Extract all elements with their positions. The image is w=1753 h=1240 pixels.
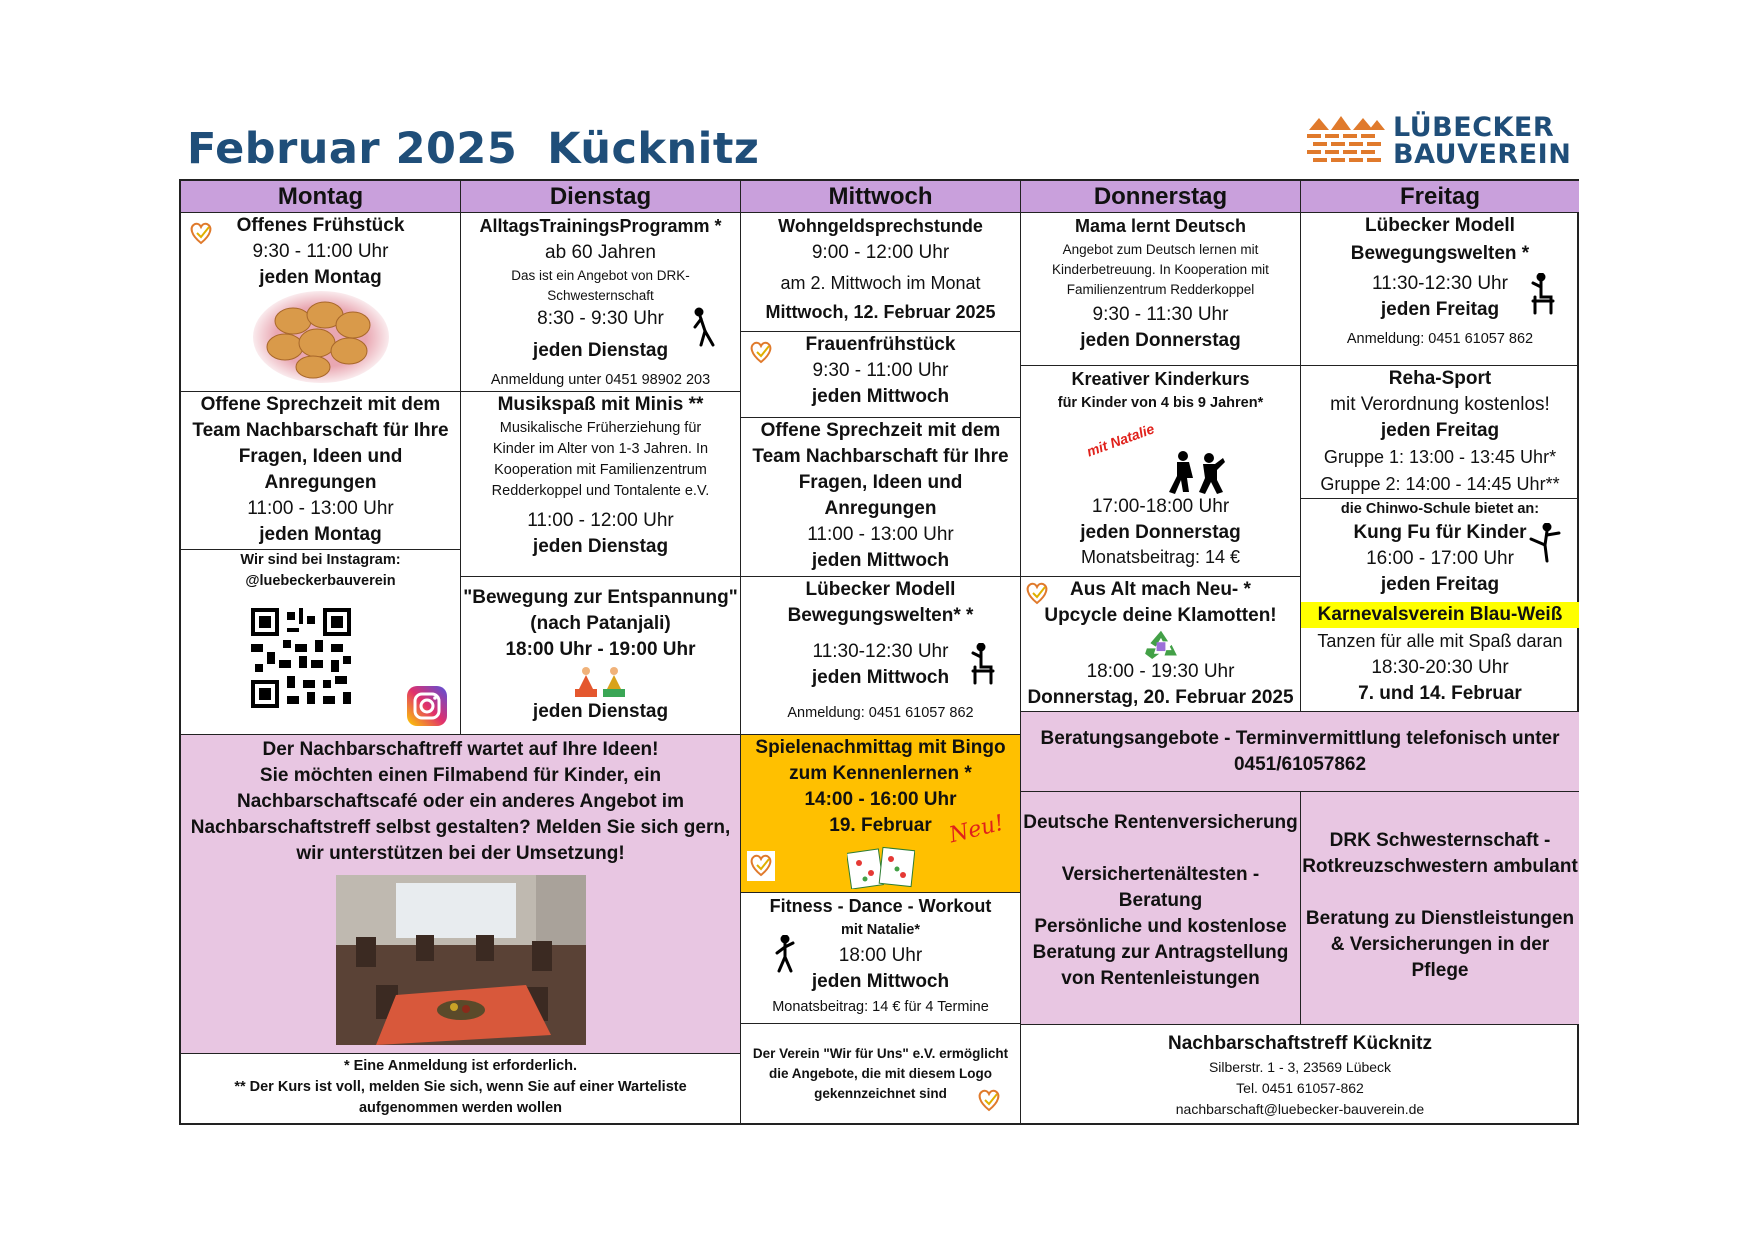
drk-line1: DRK Schwesternschaft -	[1329, 830, 1551, 851]
treff-contact	[1021, 1025, 1579, 1125]
bewegungswelten-time: 11:30-12:30 Uhr	[1372, 273, 1508, 294]
bewegung-freq: jeden Dienstag	[532, 701, 669, 722]
bingo-title1: Spielenachmittag mit Bingo	[755, 737, 1006, 758]
mittwoch-verein	[741, 1024, 1021, 1125]
rente-line4: Persönliche und kostenlose	[1034, 916, 1287, 937]
bewegungswelten-title1: Lübecker Modell	[1365, 215, 1515, 236]
drk-line2: Rotkreuzschwestern ambulant	[1302, 856, 1578, 877]
stretching-figure-icon	[693, 307, 717, 349]
footnote-line2: ** Der Kurs ist voll, melden Sie sich, wenn Sie auf einer Warteliste	[234, 1079, 687, 1095]
reha-group2: Gruppe 2: 14:00 - 14:45 Uhr**	[1320, 474, 1560, 494]
freitag-bewegungswelten	[1301, 213, 1579, 366]
sprechzeit-line4: Anregungen	[264, 472, 377, 493]
sprechzeit-line2: Team Nachbarschaft für Ihre	[192, 420, 449, 441]
treff-title: Nachbarschaftstreff Kücknitz	[1168, 1033, 1432, 1054]
upcycle-date: Donnerstag, 20. Februar 2025	[1027, 687, 1294, 708]
footnote-line1: * Eine Anmeldung ist erforderlich.	[343, 1058, 578, 1074]
mittwoch-wohngeld	[741, 213, 1021, 332]
bewegungswelten-reg: Anmeldung: 0451 61057 862	[787, 705, 974, 721]
qr-code-icon[interactable]	[251, 608, 351, 708]
month-title: Februar 2025	[187, 124, 518, 174]
header-mittwoch: Mittwoch	[741, 181, 1021, 213]
ideas-line1: Der Nachbarschaftreff wartet auf Ihre Ideen!	[262, 739, 659, 760]
upcycle-time: 18:00 - 19:30 Uhr	[1086, 661, 1235, 682]
ideas-line4: Nachbarschaftstreff selbst gestalten? Melden Sie sich gern,	[190, 817, 731, 838]
mittwoch-frauen	[741, 332, 1021, 418]
wir-fuer-uns-logo-icon	[1023, 579, 1051, 609]
ideas-box	[181, 735, 741, 1054]
header-donnerstag: Donnerstag	[1021, 181, 1301, 213]
yoga-figures-icon	[573, 663, 629, 699]
atp-title: AlltagsTrainingsProgramm *	[479, 216, 722, 236]
community-room-photo	[336, 875, 586, 1045]
verein-line3: gekennzeichnet sind	[814, 1086, 947, 1101]
kungfu-intro: die Chinwo-Schule bietet an:	[1340, 501, 1540, 517]
musik-freq: jeden Dienstag	[532, 536, 669, 557]
header-dienstag: Dienstag	[461, 181, 741, 213]
musik-info4: Redderkoppel und Tontalente e.V.	[491, 483, 710, 499]
kungfu-freq: jeden Freitag	[1380, 574, 1500, 595]
wohngeld-title: Wohngeldsprechstunde	[778, 216, 983, 236]
wir-fuer-uns-logo-icon	[187, 219, 215, 249]
rente-line5: Beratung zur Antragstellung	[1032, 942, 1289, 963]
wohngeld-time: 9:00 - 12:00 Uhr	[811, 242, 950, 263]
montag-instagram	[181, 550, 461, 735]
bingo-time: 14:00 - 16:00 Uhr	[804, 789, 957, 810]
sprechzeit-line3: Fragen, Ideen und	[798, 472, 963, 493]
musik-info2: Kinder im Alter von 1-3 Jahren. In	[492, 441, 709, 457]
page-title	[187, 124, 789, 174]
bewegung-time: 18:00 Uhr - 19:00 Uhr	[505, 639, 696, 660]
kinderkurs-sub: für Kinder von 4 bis 9 Jahren*	[1057, 395, 1264, 411]
fitness-sub: mit Natalie*	[841, 922, 920, 938]
musik-info3: Kooperation mit Familienzentrum	[494, 462, 707, 478]
rente-line1: Deutsche Rentenversicherung	[1023, 812, 1298, 833]
reha-sub: mit Verordnung kostenlos!	[1330, 394, 1550, 415]
kinderkurs-time: 17:00-18:00 Uhr	[1091, 496, 1230, 517]
sprechzeit-line1: Offene Sprechzeit mit dem	[200, 394, 441, 415]
dienstag-atp	[461, 213, 741, 392]
karneval-time: 18:30-20:30 Uhr	[1371, 657, 1509, 678]
mittwoch-sprechzeit	[741, 418, 1021, 577]
atp-time: 8:30 - 9:30 Uhr	[537, 308, 664, 329]
bewegungswelten-title2: Bewegungswelten *	[1350, 243, 1530, 264]
chair-exercise-icon	[969, 643, 999, 687]
freitag-kungfu	[1301, 499, 1579, 602]
sprechzeit-line2: Team Nachbarschaft für Ihre	[752, 446, 1009, 467]
musik-info1: Musikalische Früherziehung für	[499, 420, 702, 436]
verein-line1: Der Verein "Wir für Uns" e.V. ermöglicht	[752, 1046, 1009, 1061]
treff-phone: Tel. 0451 61057-862	[1236, 1080, 1364, 1096]
bread-rolls-image	[253, 291, 389, 383]
verein-line2: die Angebote, die mit diesem Logo	[768, 1066, 993, 1081]
fruehstueck-title: Offenes Frühstück	[236, 215, 405, 236]
atp-reg: Anmeldung unter 0451 98902 203	[490, 372, 711, 388]
fitness-freq: jeden Mittwoch	[811, 971, 950, 992]
mittwoch-bingo	[741, 735, 1021, 893]
atp-age: ab 60 Jahren	[545, 242, 656, 263]
atp-info2: Schwesternschaft	[547, 288, 654, 303]
instagram-line1: Wir sind bei Instagram:	[240, 552, 401, 568]
ideas-line3: Nachbarschaftscafé oder ein anderes Angebot im	[237, 791, 684, 812]
fruehstueck-time: 9:30 - 11:00 Uhr	[252, 241, 389, 262]
new-badge: Neu!	[946, 810, 1007, 849]
wohngeld-date: Mittwoch, 12. Februar 2025	[765, 302, 996, 322]
montag-fruehstueck	[181, 213, 461, 392]
header-montag: Montag	[181, 181, 461, 213]
bewegungswelten-time: 11:30-12:30 Uhr	[812, 641, 949, 662]
bewegungswelten-title1: Lübecker Modell	[805, 579, 956, 600]
karneval-title: Karnevalsverein Blau-Weiß	[1301, 602, 1579, 628]
wir-fuer-uns-logo-icon	[747, 851, 775, 881]
fruehstueck-freq: jeden Montag	[259, 267, 382, 288]
kinderkurs-freq: jeden Donnerstag	[1080, 522, 1241, 543]
fitness-fee: Monatsbeitrag: 14 € für 4 Termine	[772, 999, 989, 1015]
beratung-line1: Beratungsangebote - Terminvermittlung telefonisch unter	[1040, 727, 1560, 749]
drk-line4: & Versicherungen in der	[1330, 934, 1550, 955]
freitag-reha	[1301, 366, 1579, 499]
upcycle-title2: Upcycle deine Klamotten!	[1044, 605, 1277, 626]
wohngeld-note: am 2. Mittwoch im Monat	[780, 273, 981, 293]
atp-freq: jeden Dienstag	[532, 340, 669, 361]
dancer-icon	[773, 935, 797, 975]
drk-box	[1301, 792, 1579, 1025]
logo-line2: BAUVEREIN	[1393, 139, 1572, 170]
ideas-line2: Sie möchten einen Filmabend für Kinder, ein	[259, 765, 662, 786]
weekly-schedule-grid	[179, 179, 1579, 1125]
deutsch-info2: Kinderbetreuung. In Kooperation mit	[1052, 262, 1269, 277]
bewegung-title2: (nach Patanjali)	[530, 613, 671, 634]
sprechzeit-time: 11:00 - 13:00 Uhr	[807, 524, 954, 545]
footnotes	[181, 1054, 741, 1125]
kinderkurs-title: Kreativer Kinderkurs	[1071, 369, 1250, 389]
luebecker-bauverein-logo	[1305, 112, 1575, 172]
kung-fu-figure-icon	[1527, 523, 1561, 563]
drk-line3: Beratung zu Dienstleistungen	[1305, 908, 1575, 929]
sprechzeit-line4: Anregungen	[824, 498, 937, 519]
rente-line3: Beratung	[1118, 890, 1203, 911]
frauen-time: 9:30 - 11:00 Uhr	[812, 360, 949, 381]
mittwoch-fitness	[741, 893, 1021, 1024]
donnerstag-upcycle	[1021, 577, 1301, 712]
freitag-karneval	[1301, 602, 1579, 712]
chair-exercise-icon	[1529, 273, 1559, 317]
treff-email[interactable]: nachbarschaft@luebecker-bauverein.de	[1175, 1101, 1425, 1117]
kinderkurs-tag: mit Natalie	[1084, 420, 1157, 460]
bingo-cards-icon	[847, 845, 915, 889]
dienstag-bewegung	[461, 577, 741, 735]
footnote-line3: aufgenommen werden wollen	[358, 1100, 563, 1116]
place-title: Kücknitz	[547, 124, 760, 174]
rente-line6: von Rentenleistungen	[1061, 968, 1260, 989]
kinderkurs-fee: Monatsbeitrag: 14 €	[1080, 547, 1241, 567]
beratung-line2: 0451/61057862	[1233, 753, 1367, 775]
drk-line5: Pflege	[1411, 960, 1469, 981]
kungfu-title: Kung Fu für Kinder	[1353, 522, 1527, 543]
rente-box	[1021, 792, 1301, 1025]
musik-time: 11:00 - 12:00 Uhr	[527, 510, 674, 531]
wir-fuer-uns-logo-icon	[975, 1086, 1003, 1116]
karneval-dates: 7. und 14. Februar	[1358, 683, 1522, 704]
deutsch-freq: jeden Donnerstag	[1080, 330, 1241, 351]
upcycle-title1: Aus Alt mach Neu- *	[1070, 579, 1251, 600]
bewegungswelten-title2: Bewegungswelten* *	[787, 605, 974, 626]
instagram-icon[interactable]	[407, 686, 447, 726]
donnerstag-deutsch	[1021, 213, 1301, 366]
donnerstag-kinderkurs	[1021, 366, 1301, 577]
fitness-title: Fitness - Dance - Workout	[769, 896, 992, 916]
dancing-kids-icon	[1167, 448, 1227, 496]
frauen-title: Frauenfrühstück	[805, 334, 956, 355]
reha-title: Reha-Sport	[1388, 368, 1492, 389]
bewegung-title1: "Bewegung zur Entspannung"	[463, 587, 738, 608]
recycle-clothes-icon	[1141, 629, 1181, 659]
reha-group1: Gruppe 1: 13:00 - 13:45 Uhr*	[1323, 447, 1557, 467]
instagram-line2: @luebeckerbauverein	[245, 573, 396, 589]
deutsch-time: 9:30 - 11:30 Uhr	[1092, 304, 1229, 325]
bewegungswelten-freq: jeden Mittwoch	[811, 667, 950, 688]
atp-info1: Das ist ein Angebot von DRK-	[511, 268, 690, 283]
sprechzeit-line1: Offene Sprechzeit mit dem	[760, 420, 1001, 441]
rente-line2: Versichertenältesten -	[1061, 864, 1260, 885]
sprechzeit-line3: Fragen, Ideen und	[238, 446, 403, 467]
ideas-line5: wir unterstützen bei der Umsetzung!	[296, 843, 625, 864]
sprechzeit-freq: jeden Mittwoch	[811, 550, 950, 571]
frauen-freq: jeden Mittwoch	[811, 386, 950, 407]
deutsch-info1: Angebot zum Deutsch lernen mit	[1062, 242, 1259, 257]
karneval-sub: Tanzen für alle mit Spaß daran	[1317, 631, 1563, 651]
musik-title: Musikspaß mit Minis **	[497, 394, 704, 415]
sprechzeit-time: 11:00 - 13:00 Uhr	[247, 498, 394, 519]
logo-houses-icon	[1305, 112, 1389, 168]
bingo-date: 19. Februar	[829, 815, 932, 836]
deutsch-title: Mama lernt Deutsch	[1074, 216, 1247, 236]
fitness-time: 18:00 Uhr	[838, 945, 923, 966]
sprechzeit-freq: jeden Montag	[259, 524, 382, 545]
beratung-header	[1021, 712, 1579, 792]
logo-line1: LÜBECKER	[1393, 112, 1555, 143]
mittwoch-bewegungswelten	[741, 577, 1021, 735]
dienstag-musik	[461, 392, 741, 577]
bewegungswelten-freq: jeden Freitag	[1380, 299, 1500, 320]
wir-fuer-uns-logo-icon	[747, 338, 775, 368]
header-freitag: Freitag	[1301, 181, 1579, 213]
kungfu-time: 16:00 - 17:00 Uhr	[1366, 548, 1514, 569]
montag-sprechzeit	[181, 392, 461, 550]
deutsch-info3: Familienzentrum Redderkoppel	[1066, 282, 1255, 297]
bewegungswelten-reg: Anmeldung: 0451 61057 862	[1346, 331, 1534, 347]
treff-address: Silberstr. 1 - 3, 23569 Lübeck	[1208, 1059, 1392, 1075]
reha-freq: jeden Freitag	[1380, 420, 1500, 441]
bingo-title2: zum Kennenlernen *	[789, 763, 972, 784]
